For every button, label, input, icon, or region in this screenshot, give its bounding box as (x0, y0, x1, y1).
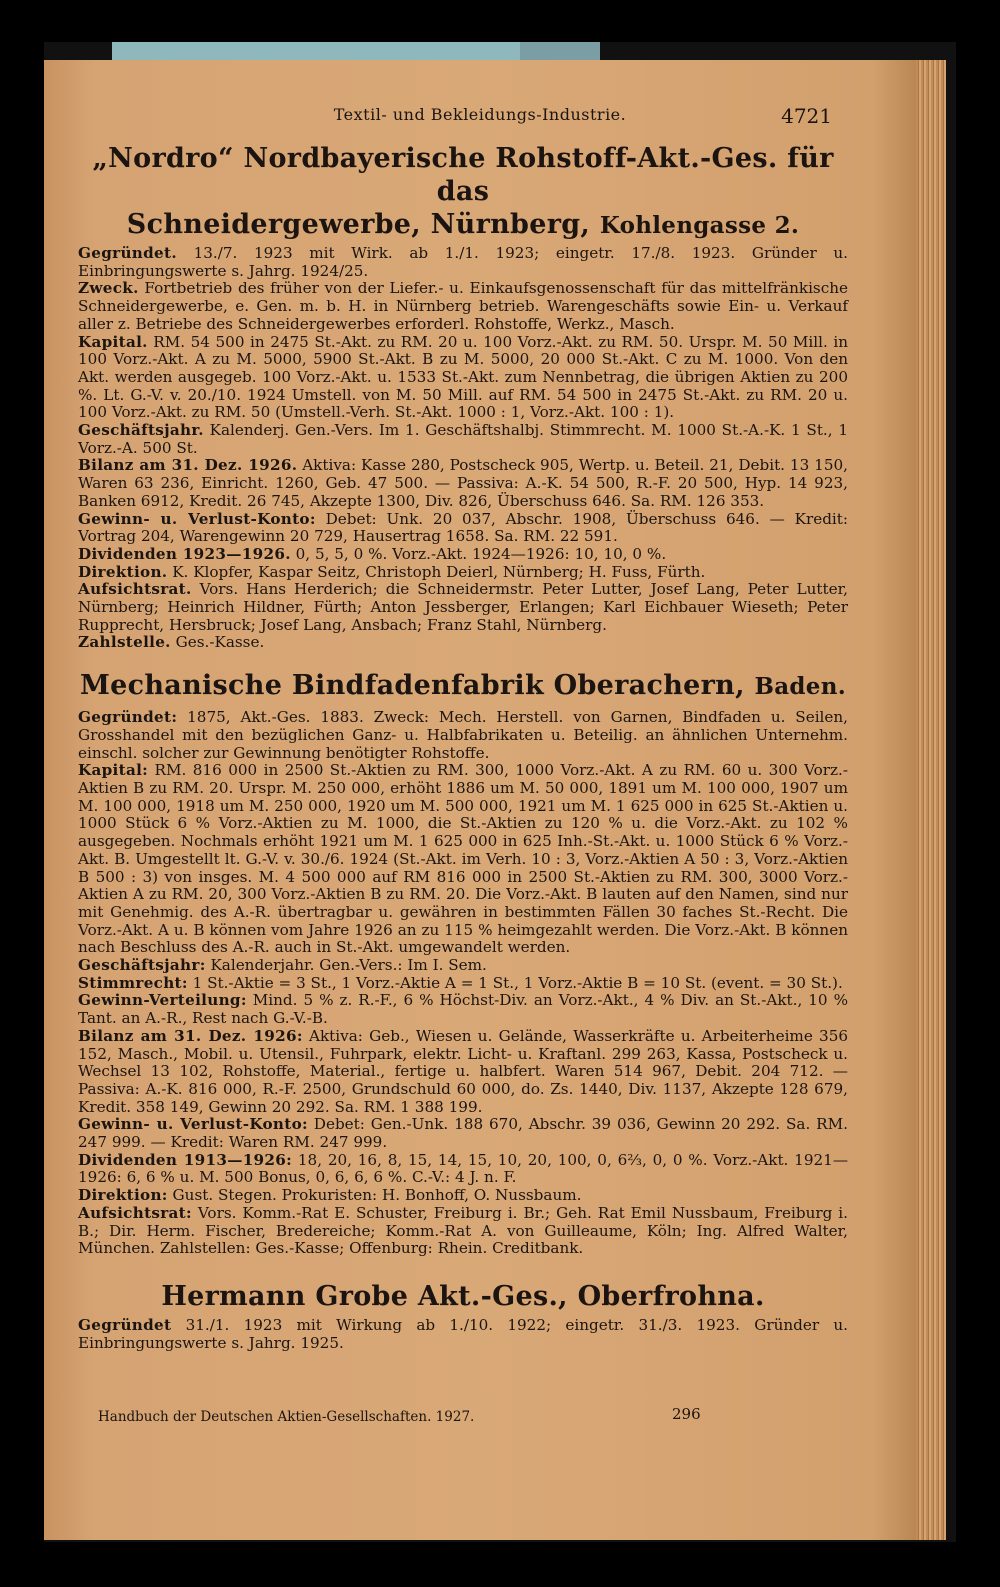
entry (78, 1116, 848, 1151)
company-title (78, 142, 848, 242)
entry (78, 1152, 848, 1187)
entry-text: Debet: Gen.-Unk. 188 670, Abschr. 39 036, Gewinn 20 292. Sa. RM. 247 999. — Kredit: Waren RM. 247 999. (78, 1115, 848, 1152)
entry (78, 245, 848, 280)
entry-text: 18, 20, 16, 8, 15, 14, 15, 10, 20, 100, 0, 6⅔, 0, 0 %. Vorz.-Akt. 1921—1926: 6, 6 % u. M. 500 Bonus, 0, 6, 6, 6 %. C.-V.: 4 J. n. F. (78, 1150, 849, 1187)
company-title: Hermann Grobe Akt.-Ges., Oberfrohna. (161, 1280, 765, 1312)
entry (78, 422, 848, 457)
entry-text: RM. 816 000 in 2500 St.-Aktien zu RM. 300, 1000 Vorz.-Akt. A zu RM. 60 u. 300 Vorz.-Aktien B zu RM. 20. Urspr. M. 250 000, erhöht 1886 um M. 50 000, 1891 um M. 100 000, 1907 um M. 100 000, 1918 um M. 250 000, 1920 um M. 500 000, 1921 um M. 1 625 000 in 625 St.-Aktien u. 1000 Stück 6 % Vorz.-Aktien zu M. 1000, die St.-Aktien zu 120 % u. die Vorz.-Akt. zu 102 % ausgegeben. Nochmals erhöht 1921 um M. 1 625 000 in 625 Inh.-St.-Akt. u. 1000 Stück 6 % Vorz.-Akt. B. Umgestellt lt. G.-V. v. 30./6. 1924 (St.-Akt. im Verh. 10 : 3, Vorz.-Aktien A 50 : 3, Vorz.-Aktien B 500 : 3) von insges. M. 4 500 000 auf RM 816 000 in 2500 St.-Aktien zu RM. 300, 3000 Vorz.-Aktien A zu RM. 20, 300 Vorz.-Aktien B zu RM. 20. Die Vorz.-Akt. B lauten auf den Namen, sind nur mit Genehmig. des A.-R. übertragbar u. gewähren in bestimmten Fällen 30 faches St.-Recht. Die Vorz.-Akt. A u. B können vom Jahre 1926 an zu 115 % heimgezahlt werden. Die Vorz.-Akt. B können nach Beschluss des A.-R. auch in St.-Akt. umgewandelt werden. (78, 761, 849, 957)
entry-text: Mind. 5 % z. R.-F., 6 % Höchst-Div. an Vorz.-Akt., 4 % Div. an St.-Akt., 10 % Tant. an A.-R., Rest nach G.-V.-B. (78, 991, 848, 1028)
entry-label: Direktion: (78, 1186, 168, 1205)
entry-label: Zweck. (78, 279, 139, 298)
entry (78, 992, 848, 1027)
entry-label: Gegründet. (78, 244, 177, 262)
entry-text: Vors. Komm.-Rat E. Schuster, Freiburg i. Br.; Geh. Rat Emil Nussbaum, Freiburg i. B.; Dir. Herm. Fischer, Bredereiche; Komm.-Rat A. von Guilleaume, Köln; Ing. Alfred Walter, München. Zahlstellen: Ges.-Kasse; Offenburg: Rhein. Creditbank. (78, 1203, 848, 1258)
entry-text: 1 St.-Aktie = 3 St., 1 Vorz.-Aktie A = 1 St., 1 Vorz.-Aktie B = 10 St. (event. = 30 St.). (192, 973, 843, 992)
entry-label: Aufsichtsrat. (78, 580, 192, 599)
entry-label: Geschäftsjahr. (78, 421, 204, 440)
entry-label: Zahlstelle. (78, 633, 171, 652)
entry (78, 1205, 848, 1258)
entry-label: Dividenden 1913—1926: (78, 1150, 293, 1169)
company-grobe (78, 1280, 848, 1352)
entry-text: RM. 54 500 in 2475 St.-Akt. zu RM. 20 u. 100 Vorz.-Akt. zu RM. 50. Urspr. M. 50 Mill. in 100 Vorz.-Akt. A zu M. 5000, 5900 St.-Akt. B zu M. 5000, 20 000 St.-Akt. C zu M. 1000. Von den Akt. werden ausgegeb. 100 Vorz.-Akt. u. 1533 St.-Akt. zum Nennbetrag, die übrigen Aktien zu 200 %. Lt. G.-V. v. 20./10. 1924 Umstell. von M. 50 Mill. auf RM. 54 500 in 2475 St.-Akt. zu RM. 20 u. 100 Vorz.-Akt. zu RM. 50 (Umstell.-Verh. St.-Akt. 1000 : 1, Vorz.-Akt. 100 : 1). (78, 332, 849, 422)
company-title (78, 669, 848, 703)
entry-text: Kalenderjahr. Gen.-Vers.: Im I. Sem. (210, 956, 487, 975)
entry-label: Aufsichtsrat: (78, 1203, 192, 1222)
entry (78, 546, 848, 564)
company-title-line1: „Nordro“ Nordbayerische Rohstoff-Akt.-Ges. für das (92, 143, 834, 207)
entry-text: Aktiva: Kasse 280, Postscheck 905, Wertp. u. Beteil. 21, Debit. 13 150, Waren 63 236, Einricht. 1260, Geb. 47 500. — Passiva: A.-K. 54 500, R.-F. 20 500, Hyp. 14 923, Banken 6912, Kredit. 26 745, Akzepte 1300, Div. 826, Überschuss 646. Sa. RM. 126 353. (78, 456, 848, 510)
page-content (78, 142, 848, 1352)
entry (78, 334, 848, 423)
entry-label: Gewinn- u. Verlust-Konto: (78, 509, 316, 528)
entry (78, 1187, 848, 1205)
entry-text: 1875, Akt.-Ges. 1883. Zweck: Mech. Herstell. von Garnen, Bindfaden u. Seilen, Grosshandel mit den bezüglichen Ganz- u. Halbfabrikaten u. Beteilig. an ähnlichen Unternehm. einschl. solcher zur Gewinnung benötigter Rohstoffe. (78, 708, 849, 762)
running-head: Textil- und Bekleidungs-Industrie. (333, 105, 627, 124)
entry-text: Vors. Hans Herderich; die Schneidermstr. Peter Lutter, Josef Lang, Peter Lutter, Nürnberg; Heinrich Hildner, Fürth; Anton Jessberger, Erlangen; Karl Eichbauer Wieseth; Peter Rupprecht, Hersbruck; Josef Lang, Ansbach; Franz Stahl, Nürnberg. (78, 580, 848, 634)
entry-text: Debet: Unk. 20 037, Abschr. 1908, Überschuss 646. — Kredit: Vortrag 204, Warengewinn 20 729, Hausertrag 1658. Sa. RM. 22 591. (78, 509, 848, 546)
entry-label: Kapital. (78, 332, 148, 351)
entry (78, 957, 848, 975)
company-oberachern (78, 669, 848, 1258)
page-number: 4721 (781, 104, 832, 128)
entry (78, 511, 848, 546)
entry-label: Dividenden 1923—1926. (78, 544, 291, 563)
entry-text: Aktiva: Geb., Wiesen u. Gelände, Wasserkräfte u. Arbeiterheime 356 152, Masch., Mobil. u. Utensil., Fuhrpark, elektr. Licht- u. Kraftanl. 299 263, Kassa, Postscheck u. Wechsel 13 102, Rohstoffe, Material., fertige u. halbfert. Waren 514 967, Debit. 204 712. — Passiva: A.-K. 816 000, R.-F. 2500, Grundschuld 60 000, do. Zs. 1440, Div. 1137, Akzepte 128 679, Kredit. 358 149, Gewinn 20 292. Sa. RM. 1 388 199. (78, 1026, 849, 1116)
book-page (44, 60, 916, 1540)
entry-label: Bilanz am 31. Dez. 1926. (78, 456, 298, 475)
entry (78, 709, 848, 762)
entry-text: 13./7. 1923 mit Wirk. ab 1./1. 1923; eingetr. 17./8. 1923. Gründer u. Einbringungswerte s. Jahrg. 1924/25. (78, 244, 849, 280)
entry-label: Kapital: (78, 761, 149, 780)
company-title-name: Mechanische Bindfadenfabrik Oberachern, (79, 670, 745, 702)
entry-text: Gust. Stegen. Prokuristen: H. Bonhoff, O. Nussbaum. (172, 1186, 582, 1205)
entry-label: Gegründet (78, 1315, 172, 1334)
entry (78, 457, 848, 510)
entry-label: Gegründet: (78, 708, 178, 727)
entry-label: Bilanz am 31. Dez. 1926: (78, 1026, 303, 1045)
entry-text: Kalenderj. Gen.-Vers. Im 1. Geschäftshalbj. Stimmrecht. M. 1000 St.-A.-K. 1 St., 1 Vorz.-A. 500 St. (78, 421, 848, 457)
signature-mark: 296 (672, 1405, 701, 1423)
entry (78, 634, 848, 652)
entry (78, 975, 848, 993)
page-footer: Handbuch der Deutschen Aktien-Gesellschaften. 1927. (98, 1409, 475, 1425)
entry (78, 564, 848, 582)
entry (78, 762, 848, 957)
entry-label: Direktion. (78, 562, 168, 581)
entry (78, 1028, 848, 1117)
entry (78, 280, 848, 333)
entry (78, 581, 848, 634)
entry-text: 0, 5, 5, 0 %. Vorz.-Akt. 1924—1926: 10, 10, 0 %. (295, 544, 667, 563)
entry-label: Gewinn-Verteilung: (78, 991, 247, 1010)
entry-text: Ges.-Kasse. (175, 633, 265, 652)
entry-text: Fortbetrieb des früher von der Liefer.- u. Einkaufsgenossenschaft für das mittelfränkische Schneidergewerbe, e. Gen. m. b. H. in Nürnberg betrieb. Warengeschäfts sowie Ein- u. Verkauf aller z. Betriebe des Schneidergewerbes erforderl. Rohstoffe, Werkz., Masch. (78, 279, 848, 333)
entry (78, 1317, 848, 1352)
company-nordro (78, 142, 848, 652)
page-edge (916, 60, 946, 1540)
entry-text: 31./1. 1923 mit Wirkung ab 1./10. 1922; eingetr. 31./3. 1923. Gründer u. Einbringungswerte s. Jahrg. 1925. (78, 1315, 848, 1352)
entry-label: Stimmrecht: (78, 973, 188, 992)
entry-label: Geschäftsjahr: (78, 956, 206, 975)
entry-label: Gewinn- u. Verlust-Konto: (78, 1115, 308, 1134)
company-title-address: Kohlengasse 2. (599, 212, 800, 239)
company-title-location: Baden. (754, 673, 847, 701)
company-title-line2: Schneidergewerbe, Nürnberg, (126, 209, 591, 240)
entry-text: K. Klopfer, Kaspar Seitz, Christoph Deierl, Nürnberg; H. Fuss, Fürth. (172, 562, 706, 581)
